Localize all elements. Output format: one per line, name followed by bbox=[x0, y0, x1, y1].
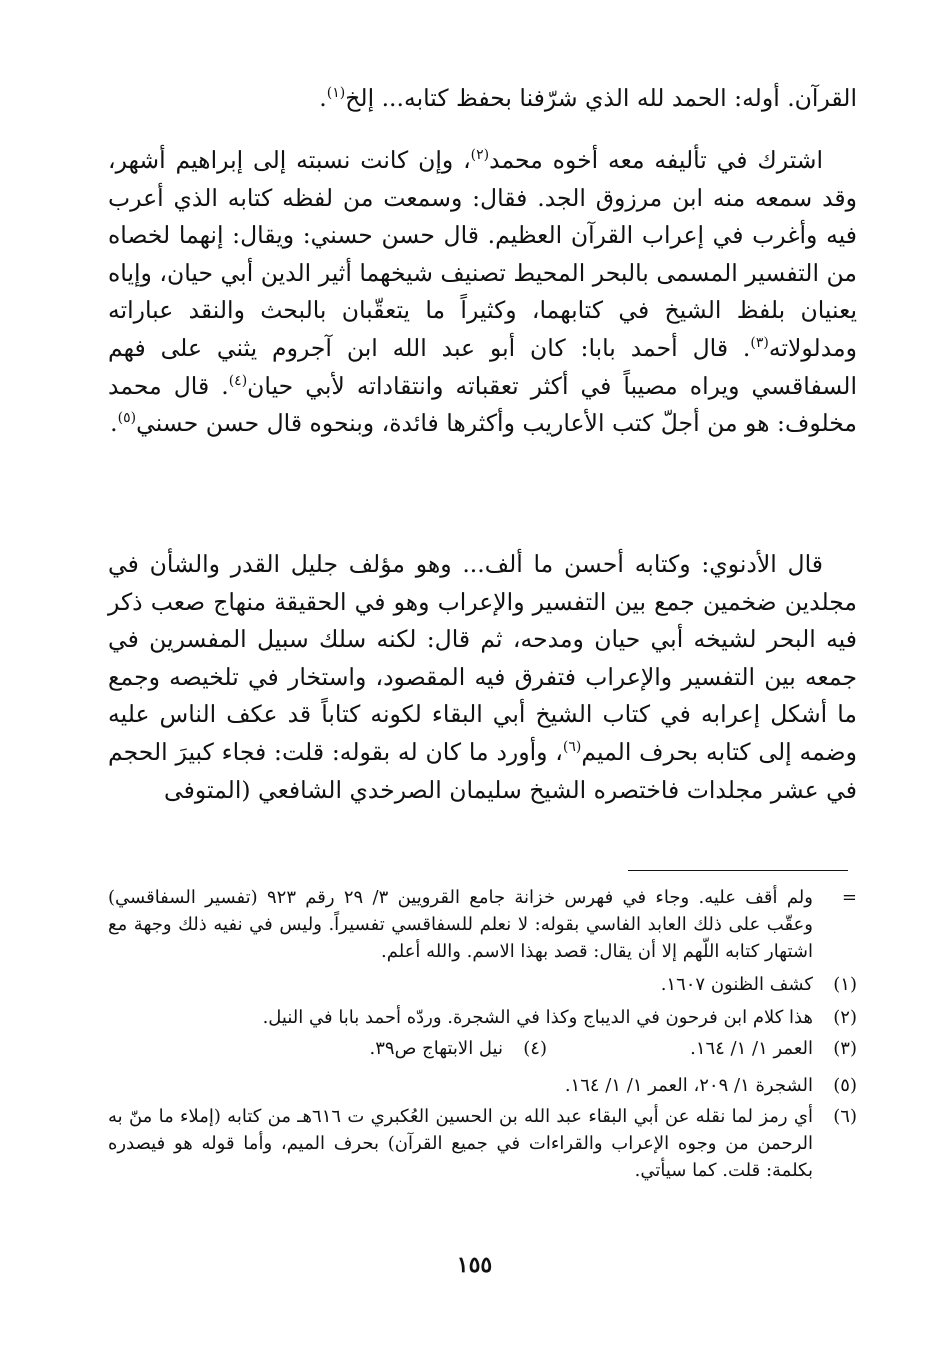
footnote-3-number: (٣) bbox=[833, 1038, 857, 1059]
footnote-2-text: هذا كلام ابن فرحون في الديباج وكذا في الشجرة. وردّه أحمد بابا في النيل. bbox=[262, 1007, 813, 1028]
footnote-5-number: (٥) bbox=[833, 1075, 857, 1096]
footnote-2 bbox=[108, 1004, 857, 1031]
footnote-2-number: (٢) bbox=[833, 1007, 857, 1028]
footnote-ref-2: (٢) bbox=[470, 147, 490, 164]
footnote-4-number: (٤) bbox=[523, 1038, 547, 1059]
footnote-ref-5: (٥) bbox=[117, 410, 137, 427]
footnote-ref-3: (٣) bbox=[750, 335, 769, 352]
paragraph-1-part3: . قال أحمد بابا: كان أبو عبد الله ابن آجروم يثني على فهم السفاقسي ويراه مصيباً في أكثر تعقباته وانتقاداته لأبي حيان bbox=[108, 333, 857, 400]
footnote-ref-1: (١) bbox=[326, 85, 346, 102]
footnotes bbox=[108, 884, 857, 1184]
footnote-6-text: أي رمز لما نقله عن أبي البقاء عبد الله بن الحسين العُكبري ت ٦١٦هـ من كتابه (إملاء ما منّ به الرحمن من وجوه الإعراب والقراءات في جميع القرآن) بحرف الميم، وأما قوله هو فيصدره بكلمة: قلت. كما سيأتي. bbox=[108, 1106, 813, 1181]
footnote-4 bbox=[237, 1035, 547, 1062]
paragraph-2 bbox=[108, 546, 857, 809]
footnote-continuation bbox=[108, 884, 857, 965]
footnote-ref-4: (٤) bbox=[228, 372, 248, 389]
footnote-5 bbox=[108, 1072, 857, 1099]
footnote-continuation-text: ولم أقف عليه. وجاء في فهرس خزانة جامع القرويين ٣/ ٢٩ رقم ٩٢٣ (تفسير السفاقسي) وعقّب على ذلك العابد الفاسي بقوله: لا نعلم للسفاقسي تفسيراً. وليس في نفيه ذلك وجهة مع اشتهار كتابه اللّهم إلا أن يقال: قصد بهذا الاسم. والله أعلم. bbox=[108, 887, 813, 962]
continuation-mark: = bbox=[841, 887, 857, 908]
footnote-4-text: نيل الابتهاج ص٣٩. bbox=[369, 1038, 503, 1059]
footnote-3-text: العمر ١/ ١/ ١٦٤. bbox=[690, 1038, 813, 1059]
footnote-1 bbox=[108, 971, 857, 998]
paragraph-1 bbox=[108, 142, 857, 443]
paragraph-1-part5: . bbox=[110, 409, 118, 438]
paragraph-2-part1: قال الأدنوي: وكتابه أحسن ما ألف... وهو مؤلف جليل القدر والشأن في مجلدين ضخمين جمع بين التفسير والإعراب وهو في الحقيقة منهاج صعب ذكر فيه البحر لشيخه أبي حيان ومدحه، ثم قال: لكنه سلك سبيل المفسرين في جمعه بين التفسير والإعراب فتفرق فيه المقصود، واستخار في تلخيصه وجمع ما أشكل إعرابه في كتاب الشيخ أبي البقاء لكونه كتاباً قد عكف الناس عليه وضمه إلى كتابه بحرف الميم bbox=[108, 550, 857, 766]
page-number: ١٥٥ bbox=[456, 1252, 493, 1278]
top-line-text: القرآن. أوله: الحمد لله الذي شرّفنا بحفظ كتابه... إلخ bbox=[345, 84, 857, 112]
footnote-3 bbox=[547, 1035, 857, 1062]
footnote-ref-6: (٦) bbox=[562, 739, 582, 756]
paragraph-1-part4: . قال محمد مخلوف: هو من أجلّ كتب الأعاريب وأكثرها فائدة، وبنحوه قال حسن حسني bbox=[108, 371, 857, 438]
footnote-6-number: (٦) bbox=[833, 1106, 857, 1127]
paragraph-1-part2: ، وإن كانت نسبته إلى إبراهيم أشهر، وقد سمعه منه ابن مرزوق الجد. فقال: وسمعت من لفظه كتابه الذي أعرب فيه وأغرب في إعراب القرآن العظيم. قال حسن حسني: ويقال: إنهما لخصاه من التفسير المسمى بالبحر المحيط تصنيف شيخهما أثير الدين أبي حيان، وإياه يعنيان بلفظ الشيخ في كتابهما، وكثيراً ما يتعقّبان بالبحث والنقد عباراته ومدلولاته bbox=[108, 146, 857, 362]
paragraph-1-part1: اشترك في تأليفه معه أخوه محمد bbox=[489, 146, 824, 174]
footnote-1-text: كشف الظنون ١٦٠٧. bbox=[660, 974, 813, 995]
footnote-5-text: الشجرة ١/ ٢٠٩، العمر ١/ ١/ ١٦٤. bbox=[564, 1075, 813, 1096]
footnote-1-number: (١) bbox=[833, 974, 857, 995]
footnote-6 bbox=[108, 1103, 857, 1184]
footnote-separator bbox=[628, 870, 848, 871]
top-line bbox=[108, 80, 857, 118]
paragraph-2-part2: ، وأورد ما كان له بقوله: قلت: فجاء كبيرَ الحجم في عشر مجلدات فاختصره الشيخ سليمان الصرخدي الشافعي (المتوفى bbox=[108, 737, 857, 804]
top-line-end: . bbox=[319, 84, 327, 112]
footnote-3-4-row bbox=[108, 1035, 857, 1062]
